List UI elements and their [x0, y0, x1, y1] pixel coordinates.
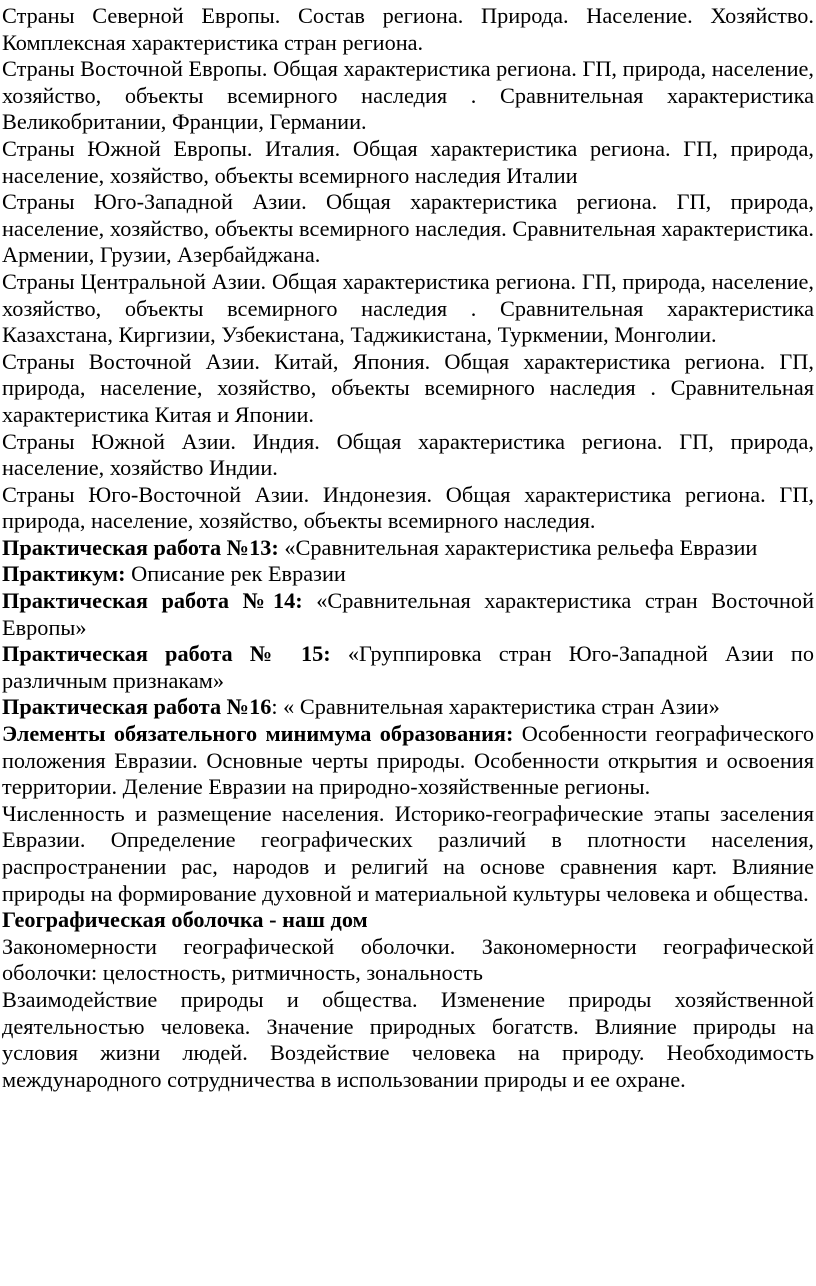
topic-eastern-europe: Страны Восточной Европы. Общая характеристика региона. ГП, природа, население, хозяйство, объекты всемирного наследия . Сравнительная характеристика Великобритании, Франции, Германии.	[2, 56, 814, 135]
practical-text: «Сравнительная характеристика стран Восточной Европы»	[2, 588, 814, 640]
practical-label: Практическая работа №13:	[2, 534, 279, 560]
practical-work-16	[2, 694, 814, 721]
practical-label: Практическая работа № 15:	[2, 641, 331, 667]
minimum-label: Элементы обязательного минимума образования:	[2, 721, 514, 747]
topic-southern-europe: Страны Южной Европы. Италия. Общая характеристика региона. ГП, природа, население, хозяйство, объекты всемирного наследия Италии	[2, 135, 814, 188]
practicum-rivers	[2, 561, 814, 588]
minimum-text: Особенности географического положения Евразии. Основные черты природы. Особенности открытия и освоения территории. Деление Евразии на природно-хозяйственные регионы.	[2, 721, 815, 800]
topic-southeast-asia: Страны Юго-Восточной Азии. Индонезия. Общая характеристика региона. ГП, природа, население, хозяйство, объекты всемирного наследия.	[2, 481, 814, 534]
section-heading: Географическая оболочка - наш дом	[2, 907, 368, 933]
practical-work-14	[2, 588, 814, 641]
nature-society-paragraph: Взаимодействие природы и общества. Изменение природы хозяйственной деятельностью человека. Значение природных богатств. Влияние природы на условия жизни людей. Воздействие человека на природу. Необходимость международного сотрудничества в использовании природы и ее охране.	[2, 986, 814, 1092]
topic-northern-europe: Страны Северной Европы. Состав региона. Природа. Население. Хозяйство. Комплексная характеристика стран региона.	[2, 3, 814, 55]
practical-work-15	[2, 641, 814, 694]
practical-work-13	[2, 535, 814, 562]
practical-text: «Сравнительная характеристика рельефа Евразии	[278, 534, 758, 560]
practical-text: «Группировка стран Юго-Западной Азии по различным признакам»	[2, 641, 814, 693]
geographic-envelope-paragraph: Закономерности географической оболочки. Закономерности географической оболочки: целостность, ритмичность, зональность	[2, 933, 814, 986]
topic-southwest-asia: Страны Юго-Западной Азии. Общая характеристика региона. ГП, природа, население, хозяйство, объекты всемирного наследия. Сравнительная характеристика. Армении, Грузии, Азербайджана.	[2, 189, 814, 268]
practical-label: Практикум:	[2, 561, 126, 587]
minimum-education-elements	[2, 721, 814, 801]
practical-label: Практическая работа №16	[2, 694, 272, 720]
practical-label: Практическая работа №14:	[2, 588, 303, 614]
topic-south-asia: Страны Южной Азии. Индия. Общая характеристика региона. ГП, природа, население, хозяйство Индии.	[2, 428, 814, 481]
topic-central-asia: Страны Центральной Азии. Общая характеристика региона. ГП, природа, население, хозяйство, объекты всемирного наследия . Сравнительная характеристика Казахстана, Киргизии, Узбекистана, Таджикистана, Туркмении, Монголии.	[2, 268, 814, 348]
population-paragraph: Численность и размещение населения. Историко-географические этапы заселения Евразии. Определение географических различий в плотности населения, распространении рас, народов и религий на основе сравнения карт. Влияние природы на формирование духовной и материальной культуры человека и общества.	[2, 800, 814, 906]
topic-east-asia: Страны Восточной Азии. Китай, Япония. Общая характеристика региона. ГП, природа, население, хозяйство, объекты всемирного наследия . Сравнительная характеристика Китая и Японии.	[2, 348, 814, 427]
practical-text: Описание рек Евразии	[125, 561, 346, 587]
practical-text: : « Сравнительная характеристика стран Азии»	[271, 694, 720, 720]
